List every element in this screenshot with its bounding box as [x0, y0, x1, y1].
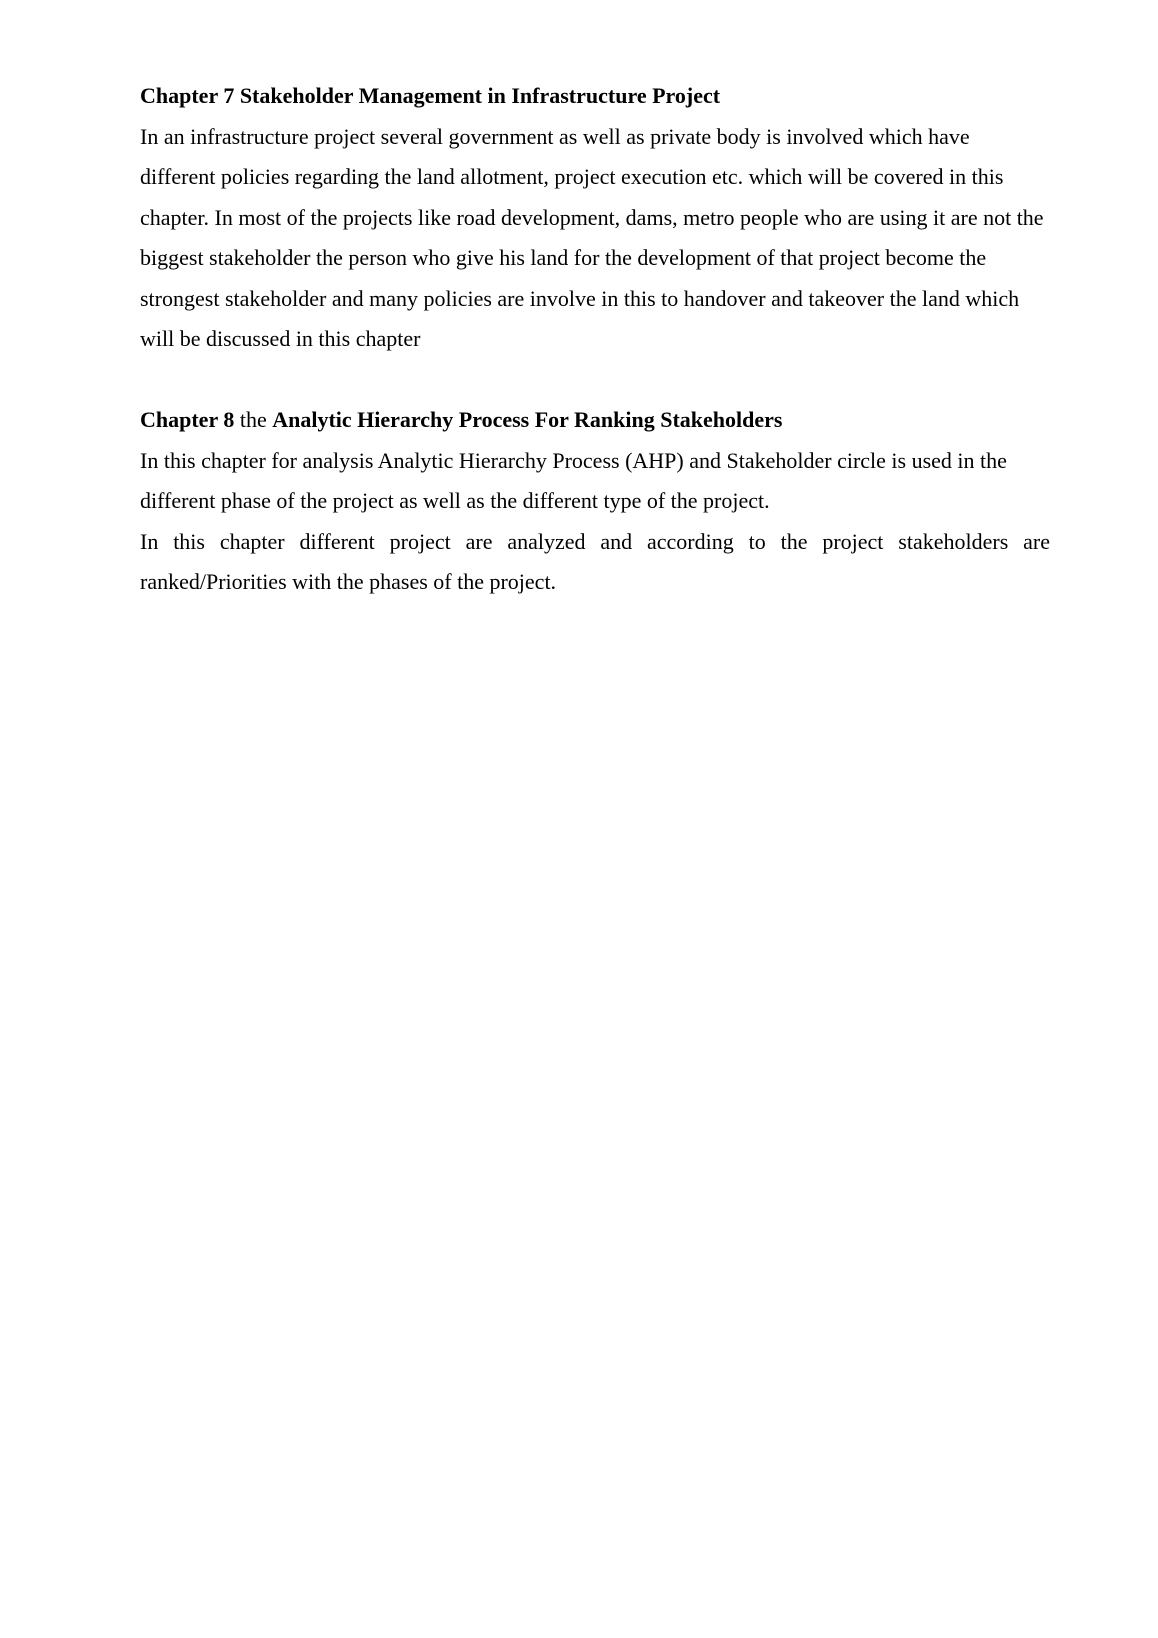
section-spacer: [140, 360, 1050, 401]
document-content: [140, 76, 1050, 603]
chapter-8-title: Analytic Hierarchy Process For Ranking Stakeholders: [272, 407, 783, 432]
chapter-8-connector: the: [234, 407, 273, 432]
chapter-7-body: In an infrastructure project several government as well as private body is involved which have different policies regarding the land allotment, project execution etc. which will be covered in this chapter. In most of the projects like road development, dams, metro people who are using it are not the biggest stakeholder the person who give his land for the development of that project become the strongest stakeholder and many policies are involve in this to handover and takeover the land which will be discussed in this chapter: [140, 123, 1044, 351]
chapter-7-heading: Chapter 7 Stakeholder Management in Infrastructure Project: [140, 83, 721, 108]
chapter-8-body-1: In this chapter for analysis Analytic Hierarchy Process (AHP) and Stakeholder circle is used in the different phase of the project as well as the different type of the project.: [140, 447, 1007, 513]
chapter-8-number: Chapter 8: [140, 407, 235, 432]
chapter-8-body-2: In this chapter different project are analyzed and according to the project stakeholders are ranked/Priorities with the phases of the project.: [140, 528, 1050, 594]
chapter-8-heading: [140, 400, 1050, 441]
